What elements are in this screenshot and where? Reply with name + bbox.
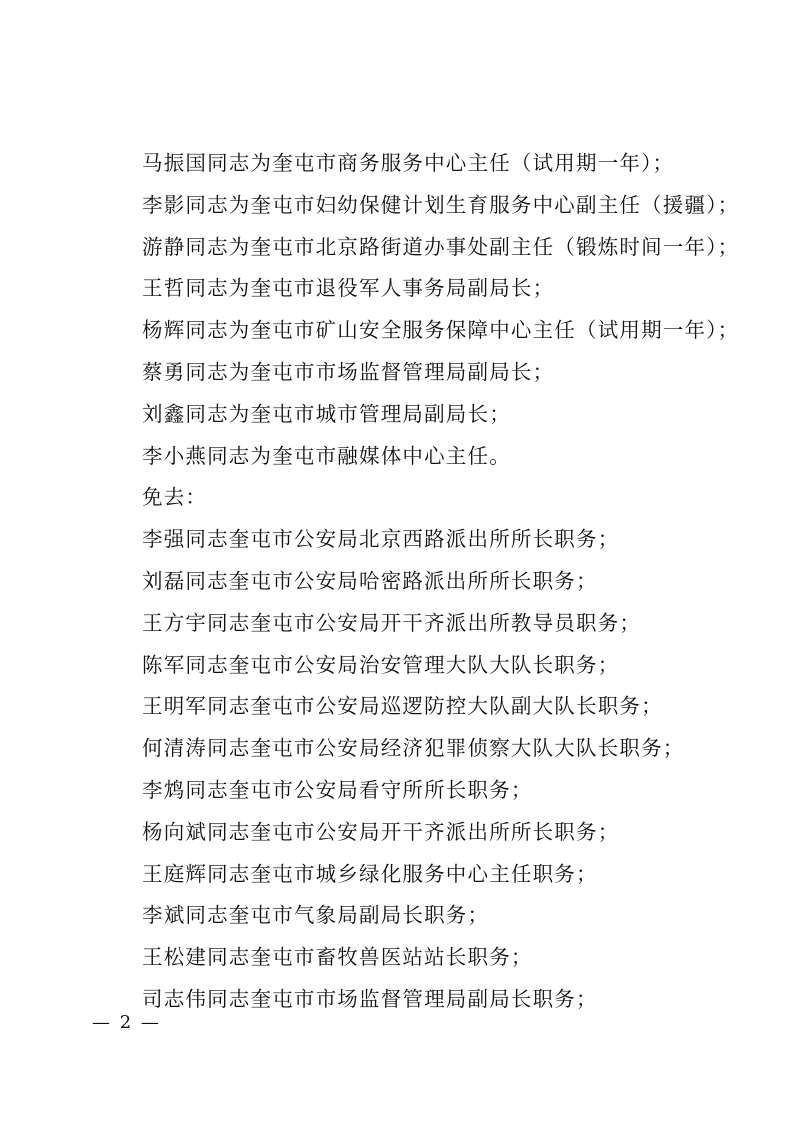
text-line: 杨向斌同志奎屯市公安局开干齐派出所所长职务；: [142, 819, 620, 844]
text-line: 李斌同志奎屯市气象局副局长职务；: [142, 903, 490, 928]
text-line: 李影同志为奎屯市妇幼保健计划生育服务中心副主任（援疆）；: [142, 192, 740, 217]
text-line: 蔡勇同志为奎屯市市场监督管理局副局长；: [142, 359, 555, 384]
page-number: — 2 —: [92, 1012, 161, 1033]
text-line: 李鸩同志奎屯市公安局看守所所长职务；: [142, 777, 533, 802]
text-line: 李强同志奎屯市公安局北京西路派出所所长职务；: [142, 527, 620, 552]
text-line: 司志伟同志奎屯市市场监督管理局副局长职务；: [142, 986, 598, 1011]
text-line: 陈军同志奎屯市公安局治安管理大队大队长职务；: [142, 652, 620, 677]
appointment-list: [142, 143, 740, 1021]
text-line: 刘鑫同志为奎屯市城市管理局副局长；: [142, 401, 511, 426]
text-line: 游静同志为奎屯市北京路街道办事处副主任（锻炼时间一年）；: [142, 234, 740, 259]
text-line: 马振国同志为奎屯市商务服务中心主任（试用期一年）；: [142, 151, 675, 175]
text-line: 王哲同志为奎屯市退役军人事务局副局长；: [142, 276, 555, 301]
text-line: 刘磊同志奎屯市公安局哈密路派出所所长职务；: [142, 568, 598, 593]
text-line: 王方宇同志奎屯市公安局开干齐派出所教导员职务；: [142, 610, 642, 635]
text-line: 王松建同志奎屯市畜牧兽医站站长职务；: [142, 945, 533, 970]
text-line: 王庭辉同志奎屯市城乡绿化服务中心主任职务；: [142, 861, 598, 886]
text-line: 杨辉同志为奎屯市矿山安全服务保障中心主任（试用期一年）；: [142, 318, 740, 343]
text-line: 何清涛同志奎屯市公安局经济犯罪侦察大队大队长职务；: [142, 736, 685, 761]
text-line: 王明军同志奎屯市公安局巡逻防控大队副大队长职务；: [142, 694, 663, 719]
text-line: 李小燕同志为奎屯市融媒体中心主任。: [142, 443, 511, 468]
section-heading: 免去：: [142, 485, 208, 510]
